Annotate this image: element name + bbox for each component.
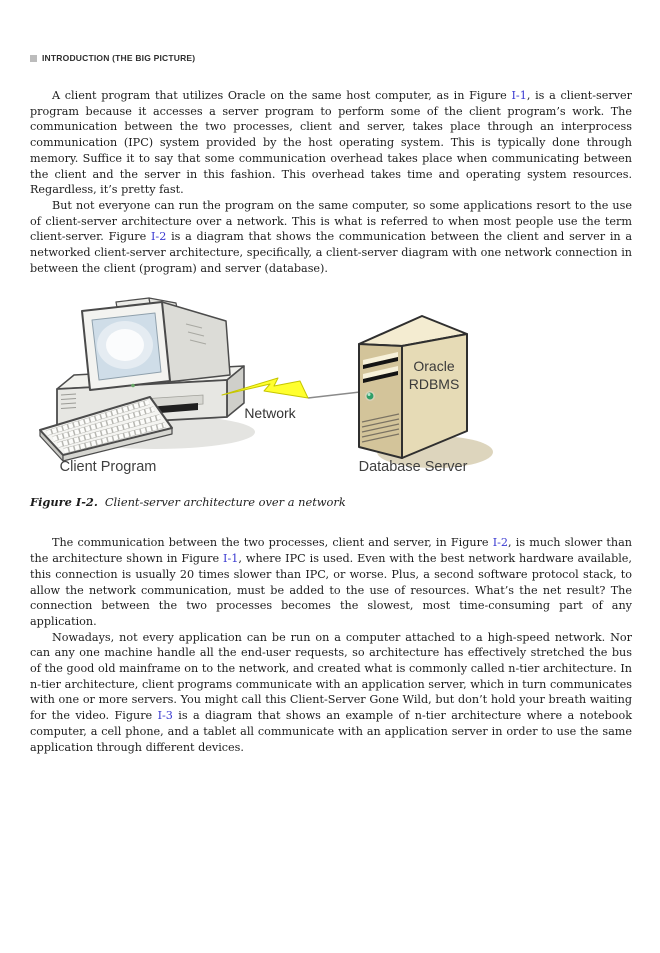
paragraph-2-text: is a diagram that shows the communication between the client and server in a networked client-server architecture, specifically, a client-server diagram with one network connection in between the client (program) and server (database). (30, 230, 633, 275)
paragraph-4-text: Nowadays, not every application can be run on a computer attached to a high-speed network. Nor can any one machine handle all the end-user requests, so architecture has effectively stretched the bus of the good old mainframe on to the network, and created what is commonly called n-tier architecture. In n-tier architecture, client programs communicate with an application server, which in turn communicates with one or more servers. You might call this Client-Server Gone Wild, but don’t hold your breath waiting for the video. Figure (30, 630, 632, 723)
figure-caption-text: Client-server architecture over a network (104, 495, 346, 510)
section-marker-icon (30, 55, 37, 62)
client-program-label: Client Program (59, 459, 157, 476)
paragraph-4 (30, 630, 632, 756)
body-text-block-2 (30, 535, 632, 755)
running-header (30, 53, 630, 63)
body-text-block-1 (30, 88, 632, 276)
paragraph-2 (30, 198, 632, 277)
network-cable-right (308, 392, 360, 398)
paragraph-3-text: , where IPC is used. Even with the best network hardware available, this connection is usually 20 times slower than IPC, or worse. Plus, a second software protocol stack, to allow the network communication, must be added to the use of resources. What’s the net result? The connection between the two processes becomes the slowest, most time-consuming part of any application. (30, 552, 632, 628)
paragraph-3-text: , is much slower than the architecture shown in Figure (30, 536, 632, 566)
paragraph-1-text: , is a client-server program because it accesses a server program to perform some of the client program’s work. The communication between the two processes, client and server, takes place through an interprocess communication (IPC) system provided by the host operating system. This is typically done through memory. Suffice it to say that some communication overhead takes place when communicating between the client and the server in this fashion. This overhead takes time and operating system resources. Regardless, it’s pretty fast. (30, 89, 632, 197)
figure-caption (30, 495, 660, 509)
database-server-label: Database Server (358, 459, 468, 476)
server-tower-icon (359, 316, 467, 458)
paragraph-4-text: is a diagram that shows an example of n-tier architecture where a notebook computer, a cell phone, and a tablet all communicate with an application server in order to use the same application through different devices. (30, 709, 632, 754)
figure-caption-label: Figure I-2. (30, 495, 98, 510)
figure-ref-link-i1[interactable]: I-1 (223, 552, 239, 566)
network-label: Network (244, 405, 296, 422)
figure-ref-link-i3[interactable]: I-3 (157, 709, 173, 723)
paragraph-3 (30, 535, 632, 629)
figure-diagram (30, 294, 630, 485)
server-power-button-highlight (368, 393, 371, 396)
server-text-oracle: Oracle (413, 358, 455, 375)
figure-ref-link-i2[interactable]: I-2 (492, 536, 509, 550)
screen-glow (106, 329, 144, 361)
figure-ref-link-i1[interactable]: I-1 (511, 89, 527, 102)
paragraph-1 (30, 88, 632, 198)
paragraph-2-text: But not everyone can run the program on the same computer, so some applications resort to the use of client-server architecture over a network. This is what is referred to when most people use the term client-server. Figure (30, 198, 632, 244)
client-server-diagram (30, 294, 630, 481)
paragraph-3-text: The communication between the two processes, client and server, in Figure (52, 536, 493, 550)
figure-ref-link-i2[interactable]: I-2 (151, 230, 167, 244)
server-power-button (366, 392, 374, 400)
server-text-rdbms: RDBMS (408, 376, 460, 393)
paragraph-1-text: A client program that utilizes Oracle on the same host computer, as in Figure (52, 89, 512, 102)
monitor-logo-dot (131, 384, 135, 388)
running-header-label: INTRODUCTION (THE BIG PICTURE) (42, 53, 196, 63)
